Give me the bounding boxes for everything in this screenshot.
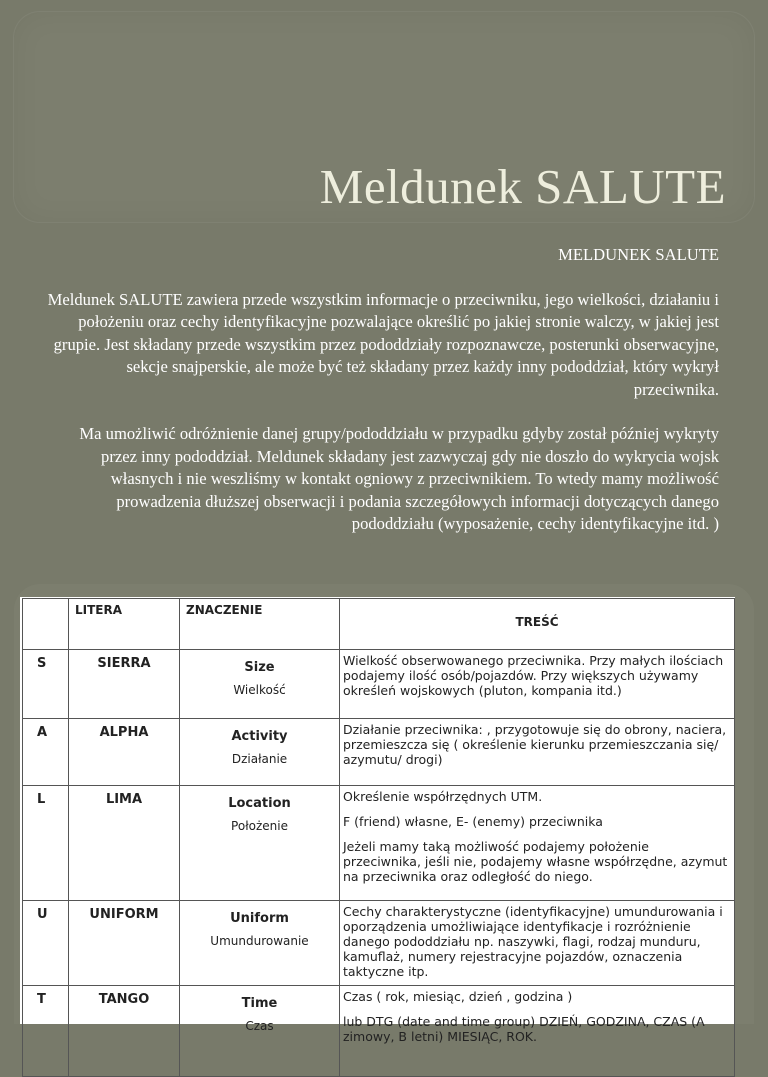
row-letter: A bbox=[23, 719, 69, 786]
table-row bbox=[23, 901, 735, 986]
meaning-en: Time bbox=[241, 996, 278, 1011]
header-litera: LITERA bbox=[69, 599, 180, 650]
row-meaning bbox=[180, 901, 340, 986]
content-line: Określenie współrzędnych UTM. bbox=[343, 789, 543, 804]
content-line: lub DTG (date and time group) DZIEŃ, GODZINA, CZAS (A zimowy, B letni) MIESIĄC, ROK. bbox=[343, 1014, 705, 1044]
content-line: Działanie przeciwnika: , przygotowuje się do obrony, naciera, przemieszcza się ( określenie kierunku przemieszczania się/ azymutu/ drogi) bbox=[343, 722, 727, 767]
row-meaning bbox=[180, 650, 340, 719]
table-row bbox=[23, 650, 735, 719]
body-paragraph-1: Meldunek SALUTE zawiera przede wszystkim informacje o przeciwniku, jego wielkości, działaniu i położeniu oraz cechy identyfikacyjne pozwalające określić po jakiej stronie walczy, w jakiej jest grupie. Jest składany przede wszystkim przez pododdziały rozpoznawcze, posterunki obserwacyjne, sekcje snajperskie, ale może być też składany przez każdy inny pododdział, który wykrył przeciwnika. bbox=[47, 289, 719, 399]
content-line: F (friend) własne, E- (enemy) przeciwnika bbox=[343, 814, 603, 829]
row-content bbox=[340, 986, 735, 1077]
row-meaning bbox=[180, 786, 340, 901]
table-row bbox=[23, 719, 735, 786]
slide-title: Meldunek SALUTE bbox=[319, 159, 726, 214]
meaning-pl: Położenie bbox=[231, 819, 288, 833]
header-znaczenie: ZNACZENIE bbox=[180, 599, 340, 650]
meaning-en: Uniform bbox=[230, 911, 289, 926]
meaning-pl: Działanie bbox=[231, 752, 288, 766]
body-heading: MELDUNEK SALUTE bbox=[558, 245, 719, 264]
content-line: Jeżeli mamy taką możliwość podajemy położenie przeciwnika, jeśli nie, podajemy własne współrzędne, azymut na przeciwnika oraz odległość do niego. bbox=[343, 839, 728, 884]
meaning-en: Size bbox=[244, 660, 275, 675]
body-paragraph-2: Ma umożliwić odróżnienie danej grupy/pododdziału w przypadku gdyby został później wykryty przez inny pododdział. Meldunek składany jest zazwyczaj gdy nie doszło do wykrycia wojsk własnych i nie weszliśmy w kontakt ogniowy z przeciwnikiem. To wtedy mamy możliwość prowadzenia dłuższej obserwacji i podania szczegółowych informacji dotyczących danego pododdziału (wyposażenie, cechy identyfikacyjne itd. ) bbox=[79, 424, 719, 533]
row-content bbox=[340, 786, 735, 901]
row-code: ALPHA bbox=[69, 719, 180, 786]
meaning-en: Activity bbox=[231, 729, 288, 744]
body-text bbox=[44, 244, 719, 536]
row-letter: S bbox=[23, 650, 69, 719]
row-letter: L bbox=[23, 786, 69, 901]
header-tresc: TREŚĆ bbox=[340, 599, 735, 650]
row-code: SIERRA bbox=[69, 650, 180, 719]
table-row bbox=[23, 986, 735, 1077]
meaning-en: Location bbox=[228, 796, 291, 811]
row-code: TANGO bbox=[69, 986, 180, 1077]
salute-table bbox=[22, 598, 735, 1077]
content-line: Czas ( rok, miesiąc, dzień , godzina ) bbox=[343, 989, 573, 1004]
row-code: UNIFORM bbox=[69, 901, 180, 986]
table-header-row bbox=[23, 599, 735, 650]
row-code: LIMA bbox=[69, 786, 180, 901]
header-blank bbox=[23, 599, 69, 650]
row-letter: U bbox=[23, 901, 69, 986]
row-meaning bbox=[180, 986, 340, 1077]
meaning-pl: Wielkość bbox=[233, 683, 286, 697]
row-content bbox=[340, 901, 735, 986]
row-content bbox=[340, 650, 735, 719]
row-content bbox=[340, 719, 735, 786]
salute-table-wrapper bbox=[20, 597, 735, 1044]
meaning-pl: Umundurowanie bbox=[210, 934, 309, 948]
row-meaning bbox=[180, 719, 340, 786]
meaning-pl: Czas bbox=[245, 1019, 274, 1033]
content-line: Cechy charakterystyczne (identyfikacyjne) umundurowania i oporządzenia umożliwiające identyfikacje i rozróżnienie danego pododdziału np. naszywki, flagi, rodzaj munduru, kamuflaż, numery rejestracyjne pojazdów, oznaczenia taktyczne itp. bbox=[343, 904, 723, 979]
row-letter: T bbox=[23, 986, 69, 1077]
table-row bbox=[23, 786, 735, 901]
content-line: Wielkość obserwowanego przeciwnika. Przy małych ilościach podajemy ilość osób/pojazdów. Przy większych używamy określeń wojskowych (pluton, kompania itd.) bbox=[343, 653, 724, 698]
